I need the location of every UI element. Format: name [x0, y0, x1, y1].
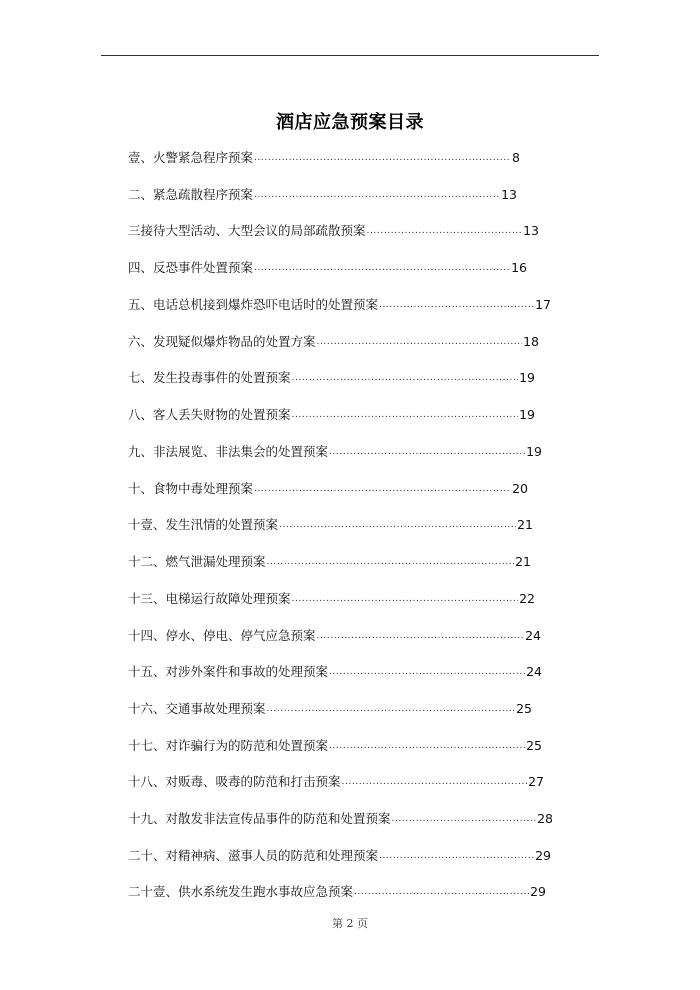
toc-entry-label: 十四、停水、停电、停气应急预案	[128, 628, 316, 643]
toc-dot-leader	[342, 772, 528, 792]
toc-entry-label: 十二、燃气泄漏处理预案	[128, 554, 266, 569]
toc-page-number: 19	[526, 444, 542, 459]
toc-entry[interactable]	[128, 148, 520, 168]
toc-entry[interactable]	[128, 552, 531, 572]
toc-dot-leader	[329, 736, 525, 756]
toc-entry[interactable]	[128, 772, 544, 792]
toc-page-number: 17	[535, 297, 551, 312]
toc-page-number: 16	[511, 260, 527, 275]
toc-entry-label: 二十壹、供水系统发生跑水事故应急预案	[128, 884, 354, 899]
toc-dot-leader	[379, 846, 534, 866]
toc-page-number: 25	[516, 701, 532, 716]
toc-dot-leader	[292, 368, 519, 388]
toc-entry-label: 四、反恐事件处置预案	[128, 260, 254, 275]
toc-page-number: 28	[537, 811, 553, 826]
toc-entry-label: 十、食物中毒处理预案	[128, 481, 254, 496]
toc-dot-leader	[379, 295, 534, 315]
toc-page-number: 24	[526, 664, 542, 679]
toc-page-number: 25	[526, 738, 542, 753]
toc-dot-leader	[267, 699, 516, 719]
toc-dot-leader	[279, 515, 516, 535]
toc-entry-label: 壹、火警紧急程序预案	[128, 150, 254, 165]
toc-entry-label: 二、紧急疏散程序预案	[128, 187, 254, 202]
toc-page-number: 24	[525, 628, 541, 643]
page-number-footer: 第 2 页	[332, 917, 368, 930]
toc-entry[interactable]	[128, 295, 551, 315]
toc-entry[interactable]	[128, 479, 528, 499]
toc-dot-leader	[329, 662, 525, 682]
toc-entry[interactable]	[128, 368, 535, 388]
toc-page-number: 13	[501, 187, 517, 202]
toc-page-number: 21	[515, 554, 531, 569]
toc-dot-leader	[254, 258, 510, 278]
toc-entry[interactable]	[128, 442, 542, 462]
toc-entry-label: 十三、电梯运行故障处理预案	[128, 591, 291, 606]
toc-dot-leader	[367, 221, 523, 241]
toc-entry[interactable]	[128, 258, 527, 278]
toc-dot-leader	[329, 442, 525, 462]
toc-dot-leader	[254, 148, 511, 168]
toc-dot-leader	[267, 552, 515, 572]
toc-entry[interactable]	[128, 626, 541, 646]
toc-entry-label: 二十、对精神病、滋事人员的防范和处理预案	[128, 848, 379, 863]
toc-entry[interactable]	[128, 736, 542, 756]
toc-entry[interactable]	[128, 185, 517, 205]
toc-entry[interactable]	[128, 589, 535, 609]
toc-entry-label: 十九、对散发非法宣传品事件的防范和处置预案	[128, 811, 391, 826]
toc-entry-label: 十六、交通事故处理预案	[128, 701, 266, 716]
toc-page-number: 19	[519, 370, 535, 385]
toc-dot-leader	[254, 185, 500, 205]
toc-entry[interactable]	[128, 515, 533, 535]
toc-entry-label: 八、客人丢失财物的处置预案	[128, 407, 291, 422]
toc-page-number: 18	[523, 334, 539, 349]
toc-page-number: 29	[535, 848, 551, 863]
toc-page-number: 13	[523, 223, 539, 238]
toc-entry-label: 十七、对诈骗行为的防范和处置预案	[128, 738, 329, 753]
toc-dot-leader	[354, 882, 529, 902]
toc-entry-label: 三接待大型活动、大型会议的局部疏散预案	[128, 223, 366, 238]
toc-dot-leader	[254, 479, 511, 499]
toc-entry-label: 七、发生投毒事件的处置预案	[128, 370, 291, 385]
toc-entry-label: 五、电话总机接到爆炸恐吓电话时的处置预案	[128, 297, 379, 312]
toc-entry[interactable]	[128, 662, 542, 682]
toc-entry[interactable]	[128, 846, 551, 866]
toc-entry[interactable]	[128, 332, 539, 352]
toc-page-number: 8	[512, 150, 520, 165]
toc-entry-label: 九、非法展览、非法集会的处置预案	[128, 444, 329, 459]
toc-entry[interactable]	[128, 699, 532, 719]
toc-dot-leader	[317, 332, 523, 352]
page-title: 酒店应急预案目录	[276, 112, 424, 133]
toc-dot-leader	[292, 405, 519, 425]
toc-page-number: 27	[528, 774, 544, 789]
toc-entry[interactable]	[128, 405, 535, 425]
toc-page-number: 19	[519, 407, 535, 422]
toc-dot-leader	[392, 809, 537, 829]
toc-page-number: 29	[530, 884, 546, 899]
toc-page-number: 20	[512, 481, 528, 496]
toc-entry-label: 十壹、发生汛情的处置预案	[128, 517, 279, 532]
toc-entry[interactable]	[128, 882, 546, 902]
toc-entry-label: 六、发现疑似爆炸物品的处置方案	[128, 334, 316, 349]
toc-entry-label: 十八、对贩毒、吸毒的防范和打击预案	[128, 774, 341, 789]
toc-page-number: 21	[517, 517, 533, 532]
toc-dot-leader	[292, 589, 519, 609]
toc-entry[interactable]	[128, 809, 553, 829]
toc-dot-leader	[317, 626, 525, 646]
toc-page-number: 22	[519, 591, 535, 606]
toc-entry[interactable]	[128, 221, 539, 241]
toc-entry-label: 十五、对涉外案件和事故的处理预案	[128, 664, 329, 679]
